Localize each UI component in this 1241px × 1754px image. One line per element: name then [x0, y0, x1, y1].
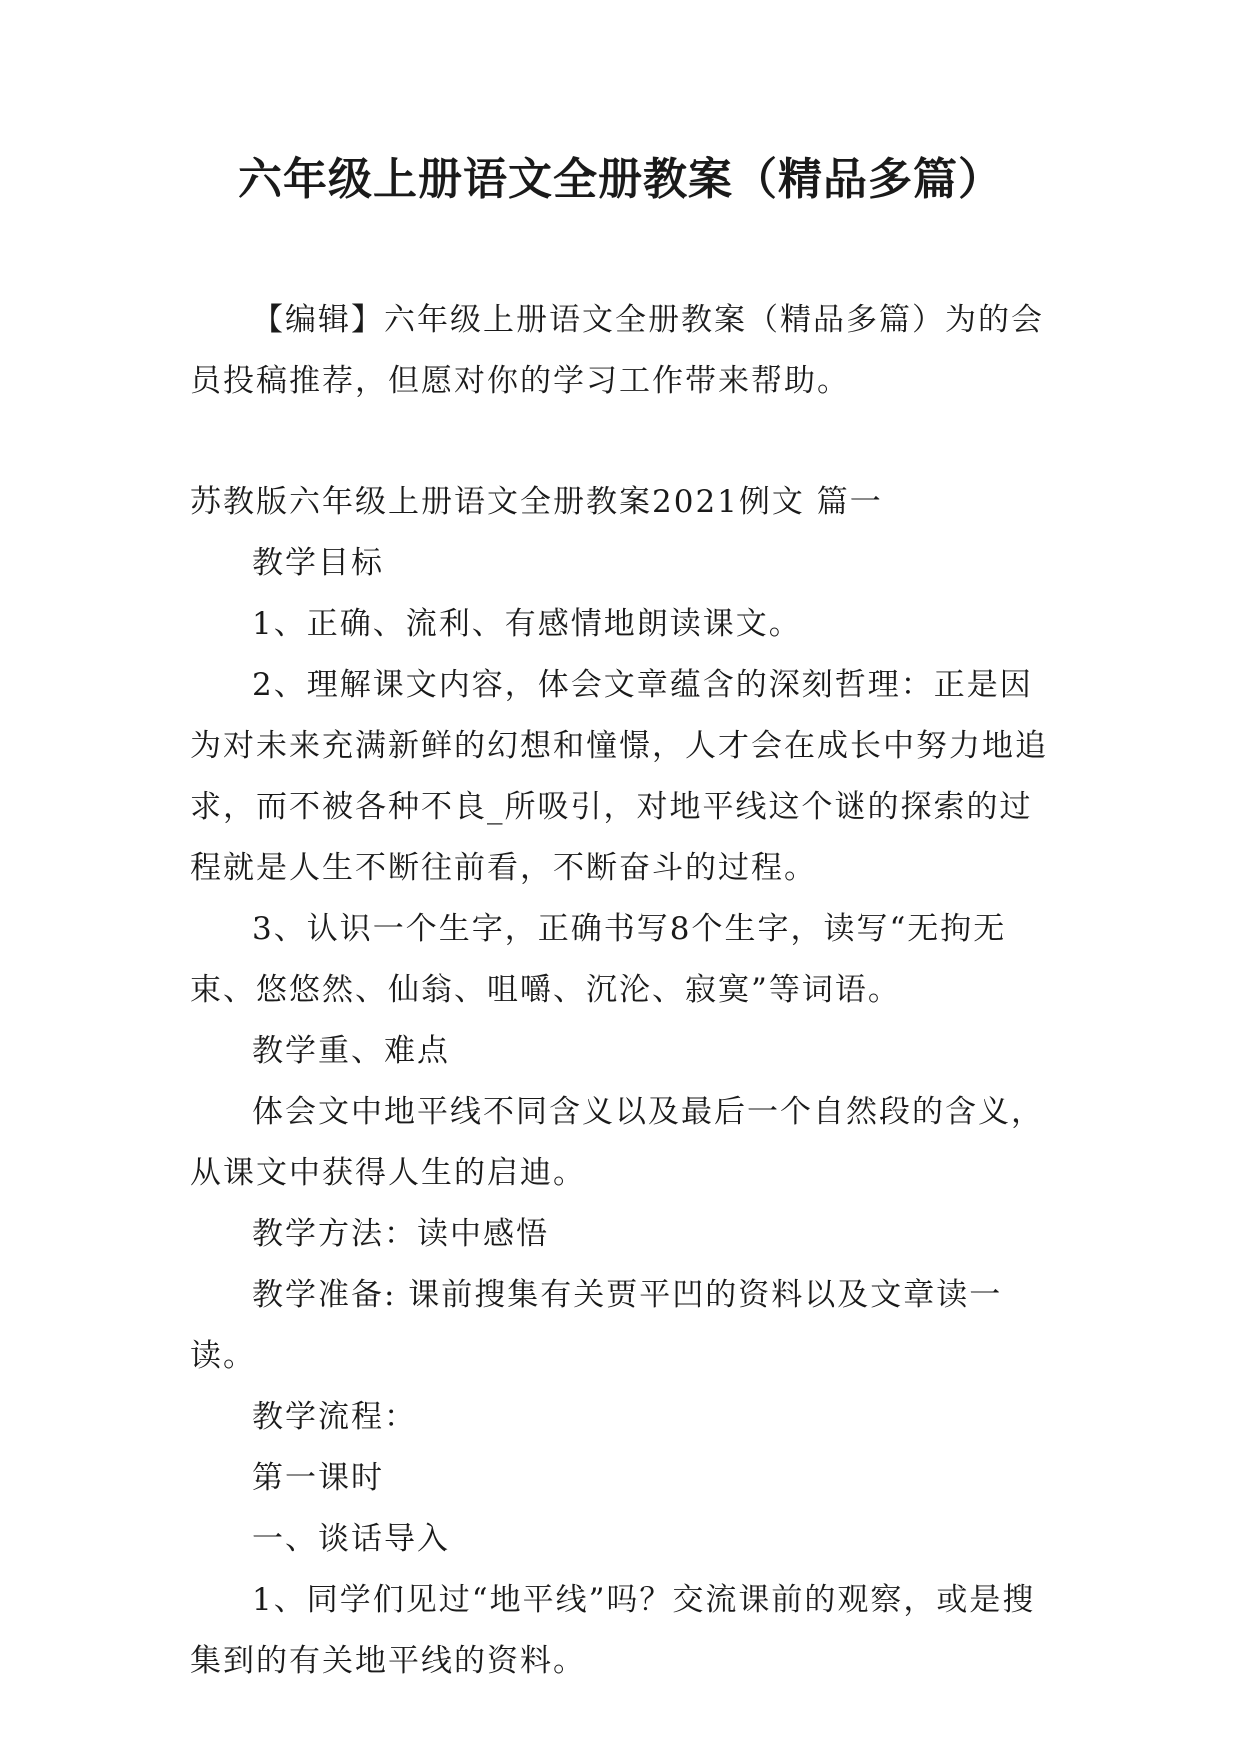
paragraph-introduction: 一、谈话导入 [252, 1521, 450, 1557]
paragraph-process: 教学流程： [252, 1399, 417, 1435]
spacer [190, 412, 1050, 472]
paragraph-teaching-goals: 教学目标 [252, 545, 384, 581]
paragraph-key-points: 教学重、难点 [252, 1033, 450, 1069]
paragraph-preparation: 教学准备: 课前搜集有关贾平凹的资料以及文章读一读。 [190, 1277, 1003, 1374]
paragraph-question-1: 1、同学们见过“地平线”吗？交流课前的观察，或是搜集到的有关地平线的资料。 [190, 1582, 1036, 1679]
document-title: 六年级上册语文全册教案（精品多篇） [238, 154, 1003, 205]
paragraph-goal-3: 3、认识一个生字，正确书写8个生字，读写“无拘无束、悠悠然、仙翁、咀嚼、沉沦、寂寞”等词语。 [190, 911, 1007, 1008]
intro-paragraph: 【编辑】六年级上册语文全册教案（精品多篇）为的会员投稿推荐，但愿对你的学习工作带来帮助。 [190, 302, 1044, 399]
paragraph-goal-1: 1、正确、流利、有感情地朗读课文。 [252, 606, 802, 642]
section-heading: 苏教版六年级上册语文全册教案2021例文 篇一 [190, 484, 883, 520]
paragraph-key-points-detail: 体会文中地平线不同含义以及最后一个自然段的含义，从课文中获得人生的启迪。 [190, 1094, 1044, 1191]
paragraph-goal-2: 2、理解课文内容，体会文章蕴含的深刻哲理：正是因为对未来充满新鲜的幻想和憧憬，人才会在成长中努力地追求，而不被各种不良_所吸引，对地平线这个谜的探索的过程就是人生不断往前看，不断奋斗的过程。 [190, 667, 1048, 886]
paragraph-lesson-one: 第一课时 [252, 1460, 384, 1496]
paragraph-method: 教学方法：读中感悟 [252, 1216, 549, 1252]
document-body [190, 290, 1050, 1692]
